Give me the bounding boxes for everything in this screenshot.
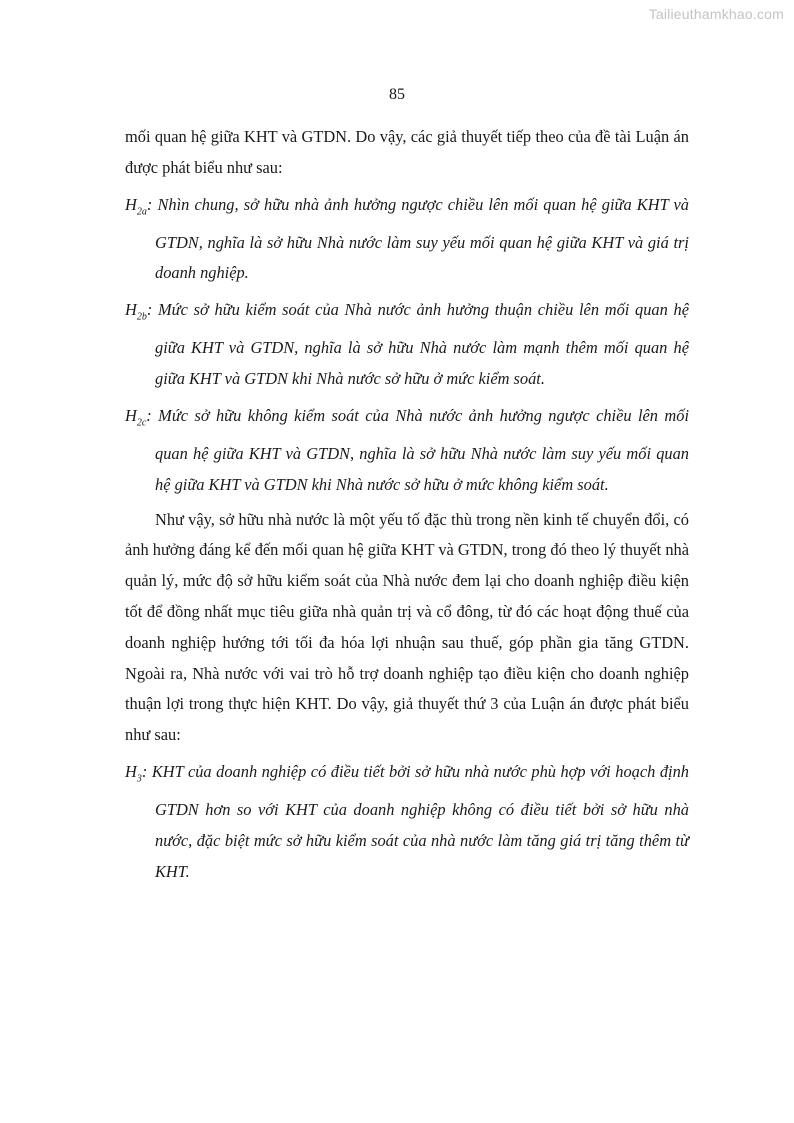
hypothesis-label: $H_{2c}$: [125,405,152,429]
body-paragraph: Như vậy, sở hữu nhà nước là một yếu tố đặc thù trong nền kinh tế chuyển đổi, có ảnh hưởng đáng kể đến mối quan hệ giữa KHT và GTDN, trong đó theo lý thuyết nhà quản lý, mức độ sở hữu kiểm soát của Nhà nước đem lại cho doanh nghiệp điều kiện tốt để đồng nhất mục tiêu giữa nhà quản trị và cổ đông, từ đó các hoạt động thuế của doanh nghiệp hướng tới tối đa hóa lợi nhuận sau thuế, góp phần gia tăng GTDN. Ngoài ra, Nhà nước với vai trò hỗ trợ doanh nghiệp tạo điều kiện cho doanh nghiệp thuận lợi trong thực hiện KHT. Do vậy, giả thuyết thứ 3 của Luận án được phát biểu như sau: [125,509,689,745]
hypothesis-label: $H_3$: [125,761,148,785]
document-body [125,122,689,887]
hypothesis-text: Nhìn chung, sở hữu nhà ảnh hưởng ngược chiều lên mối quan hệ giữa KHT và GTDN, nghĩa là sở hữu Nhà nước làm suy yếu mối quan hệ giữa KHT và giá trị doanh nghiệp. [152,194,689,283]
hypothesis-text: Mức sở hữu không kiểm soát của Nhà nước ảnh hưởng ngược chiều lên mối quan hệ giữa KHT và GTDN, nghĩa là sở hữu Nhà nước làm suy yếu mối quan hệ giữa KHT và GTDN khi Nhà nước sở hữu ở mức không kiểm soát. [151,405,689,494]
intro-paragraph: mối quan hệ giữa KHT và GTDN. Do vậy, các giả thuyết tiếp theo của đề tài Luận án được phát biểu như sau: [125,127,689,177]
hypothesis-text: Mức sở hữu kiểm soát của Nhà nước ảnh hưởng thuận chiều lên mối quan hệ giữa KHT và GTDN, nghĩa là sở hữu Nhà nước làm mạnh thêm mối quan hệ giữa KHT và GTDN khi Nhà nước sở hữu ở mức kiểm soát. [152,300,689,389]
watermark-text: Tailieuthamkhao.com [648,6,784,22]
hypothesis-h3 [125,757,689,887]
page-number: 85 [389,86,405,103]
hypothesis-h2a [125,190,689,290]
hypothesis-label: $H_{2a}$: [125,194,153,217]
hypothesis-h2c [125,401,689,501]
hypothesis-label: $H_{2b}$: [125,300,153,323]
hypothesis-text: KHT của doanh nghiệp có điều tiết bởi sở hữu nhà nước phù hợp với hoạch định GTDN hơn so với KHT của doanh nghiệp không có điều tiết bởi sở hữu nhà nước, đặc biệt mức sở hữu kiểm soát của nhà nước làm tăng giá trị tăng thêm từ KHT. [147,761,689,881]
hypothesis-h2b [125,295,689,395]
